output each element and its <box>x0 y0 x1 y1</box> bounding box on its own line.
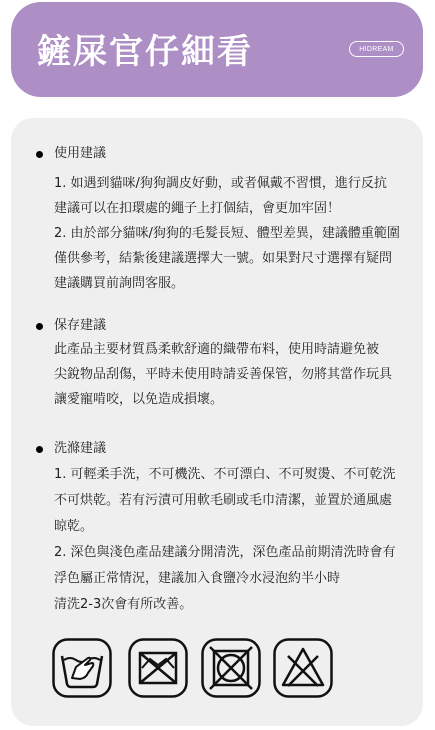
instructions-panel <box>11 118 423 726</box>
section-line: 1. 如遇到貓咪/狗狗調皮好動，或者佩戴不習慣，進行反抗 <box>54 176 387 191</box>
section-line: 此產品主要材質爲柔軟舒適的織帶布料，使用時請避免被 <box>54 342 380 357</box>
hand-wash-icon <box>52 638 112 698</box>
section-line: 僅供參考，結紮後建議選擇大一號。如果對尺寸選擇有疑問 <box>54 251 393 266</box>
section-line: 建議可以在扣環處的繩子上打個結，會更加牢固！ <box>54 201 341 216</box>
care-icons <box>11 638 423 702</box>
section-line: 讓愛寵啃咬，以免造成損壞。 <box>54 392 224 407</box>
no-bleach-icon <box>273 638 333 698</box>
section-line: 尖銳物品刮傷，平時未使用時請妥善保管，勿將其當作玩具 <box>54 367 393 382</box>
section-line: 浮色屬正常情況，建議加入食鹽冷水浸泡約半小時 <box>54 571 341 586</box>
bullet-icon <box>36 323 43 330</box>
bullet-icon <box>36 151 43 158</box>
no-tumble-dry-icon <box>128 638 188 698</box>
brand-logo: HIDREAM <box>349 41 404 57</box>
no-dry-clean-icon <box>201 638 261 698</box>
section-line: 不可烘乾。若有污漬可用軟毛刷或毛巾清潔，並置於通風處 <box>54 493 393 508</box>
section-line: 建議購買前詢問客服。 <box>54 276 185 291</box>
section-title: 保存建議 <box>54 318 107 333</box>
section-title: 洗滌建議 <box>54 441 107 456</box>
section-line: 清洗2-3次會有所改善。 <box>54 597 193 612</box>
section-line: 2. 由於部分貓咪/狗狗的毛髮長短、體型差異，建議體重範圍 <box>54 226 400 241</box>
section-line: 1. 可輕柔手洗，不可機洗、不可漂白、不可熨燙、不可乾洗 <box>54 467 396 482</box>
section-title: 使用建議 <box>54 146 107 161</box>
bullet-icon <box>36 446 43 453</box>
header-banner <box>11 2 423 97</box>
section-line: 晾乾。 <box>54 519 94 534</box>
section-line: 2. 深色與淺色產品建議分開清洗，深色產品前期清洗時會有 <box>54 545 396 560</box>
page-title: 鏟屎官仔細看 <box>37 32 253 72</box>
